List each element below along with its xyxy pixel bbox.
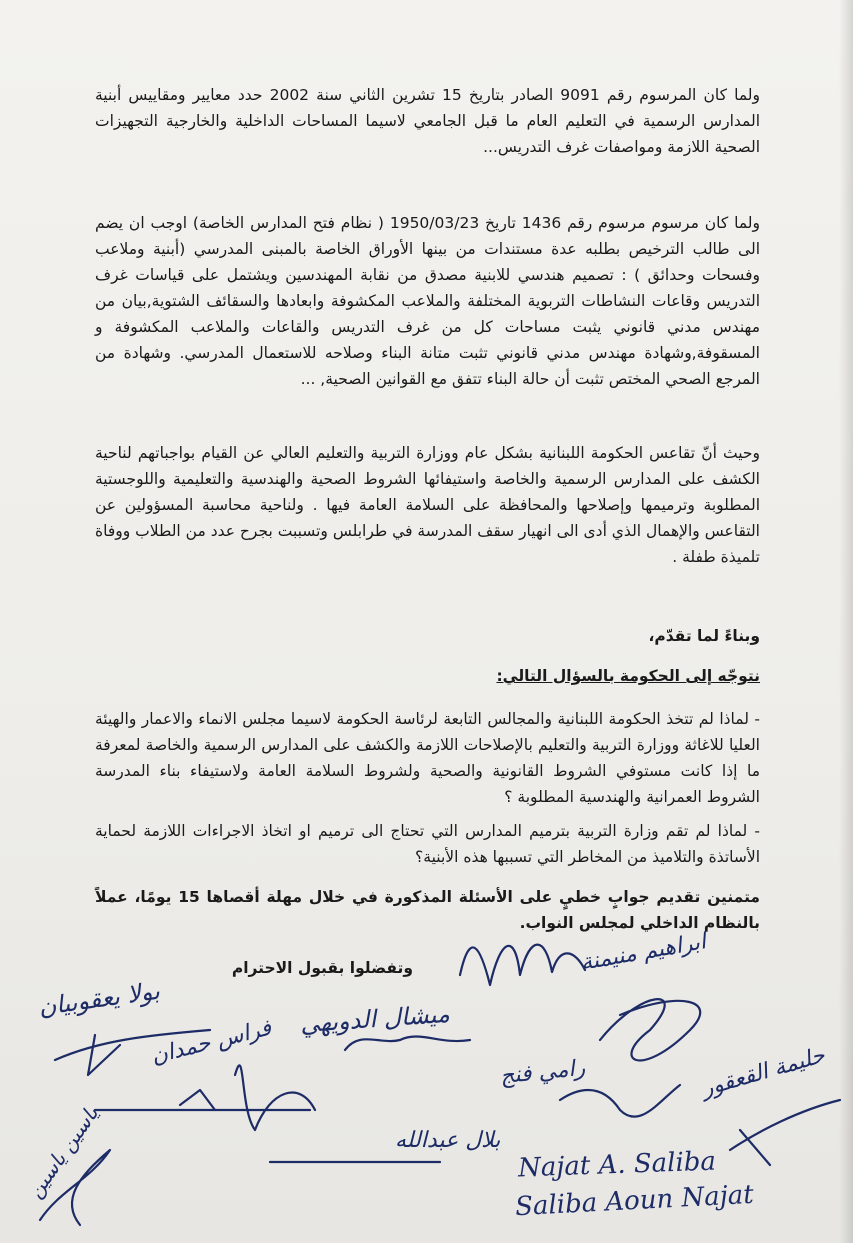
paragraph-government-negligence: وحيث أنّ تقاعس الحكومة اللبنانية بشكل عام ووزارة التربية والتعليم العالي عن القيام بواجباتهم لناحية الكشف على المدارس الرسمية والخاصة واستيفائها الشروط الصحية والهندسية والتعليمية واللوجستية المطلوبة وترميمها وإصلاحها والمحافظة على السلامة العامة فيها . ولناحية محاسبة المسؤولين عن التقاعس والإهمال الذي أدى الى انهيار سقف المدرسة في طرابلس وتسببت بجرح عدد من الطلاب ووفاة تلميذة طفلة . xyxy=(95,444,760,566)
signature-name-2: فراس حمدان xyxy=(148,1015,274,1070)
signature-name-3: ميشال الدويهي xyxy=(299,999,451,1039)
question-heading: نتوجّه إلى الحكومة بالسؤال التالي: xyxy=(496,667,760,685)
paragraph-therefore: وبناءً لما تقدّم، xyxy=(648,627,760,645)
signature-name-7: بلال عبدالله xyxy=(395,1128,501,1153)
scribble-h xyxy=(730,1100,840,1165)
paragraph-decree-1436: ولما كان مرسوم مرسوم رقم 1436 تاريخ 1950/03/23 ( نظام فتح المدارس الخاصة) اوجب ان يضم الى طالب الترخيص بطلبه عدة مستندات من بينها الأوراق الخاصة بالمبنى المدرسي (أبنية وملاعب وفسحات وحدائق ) : تصميم هندسي للابنية مصدق من نقابة المهندسين ويشتمل على قياسات غرف التدريس وقاعات النشاطات التربوية المختلفة والملاعب المكشوفة وابعادها والسقائف الشتوية,بيان من مهندس مدني قانوني يثبت مساحات كل من غرف التدريس والقاعات والملاعب المكشوفة و المسقوفة,وشهادة مهندس مدني قانوني تثبت متانة البناء وصلاحه للاستعمال المدرسي. وشهادة من المرجع الصحي المختص تثبت أن حالة البناء تتفق مع القوانين الصحية, ... xyxy=(95,214,760,388)
scribble-j xyxy=(40,1150,110,1225)
signature-name-5: رامي فنج xyxy=(498,1055,587,1090)
question-item-2: - لماذا لم تقم وزارة التربية بترميم المدارس التي تحتاج الى ترميم او اتخاذ الاجراءات اللازمة لحماية الأساتذة والتلاميذ من المخاطر التي تسببها هذه الأبنية؟ xyxy=(95,822,760,866)
scribble-f xyxy=(345,1036,470,1050)
scribble-g xyxy=(560,1085,680,1117)
scribble-c xyxy=(55,1030,210,1075)
signature-name-4: ابراهيم منيمنة xyxy=(578,929,708,976)
closing-regards: وتفضلوا بقبول الاحترام xyxy=(231,959,413,977)
scribble-a xyxy=(460,945,585,985)
scribble-b xyxy=(600,999,700,1060)
question-item-1: - لماذا لم تتخذ الحكومة اللبنانية والمجالس التابعة لرئاسة الحكومة لاسيما مجلس الانماء والاعمار والهيئة العليا للاغاثة ووزارة التربية والتعليم بالإصلاحات اللازمة والكشف على المدارس الرسمية والخاصة لمعرفة ما إذا كانت مستوفي الشروط القانونية والصحية ولشروط السلامة العامة ولاستيفاء بناء المدرسة الشروط العمرانية والهندسية المطلوبة ؟ xyxy=(95,710,760,806)
signature-name-1: بولا يعقوبيان xyxy=(36,976,162,1022)
signature-name-6: حليمة القعقور xyxy=(699,1043,828,1102)
signature-name-latin-2: Saliba Aoun Najat xyxy=(514,1179,755,1223)
scribble-d xyxy=(95,1090,310,1110)
signature-name-8: ياسين ياسين xyxy=(22,1101,104,1203)
signature-name-latin-1: Najat A. Saliba xyxy=(517,1146,717,1184)
scribble-e xyxy=(235,1065,315,1130)
paragraph-request-reply: متمنين تقديم جوابٍ خطيٍ على الأسئلة المذكورة في خلال مهلة أقصاها 15 يومًا، عملاً بالنظام الداخلي لمجلس النواب. xyxy=(95,888,760,932)
paragraph-decree-9091: ولما كان المرسوم رقم 9091 الصادر بتاريخ 15 تشرين الثاني سنة 2002 حدد معايير ومقاييس أبنية المدارس الرسمية في التعليم العام ما قبل الجامعي لاسيما المساحات الداخلية والخارجية التجهيزات الصحية اللازمة ومواصفات غرف التدريس... xyxy=(95,86,760,156)
